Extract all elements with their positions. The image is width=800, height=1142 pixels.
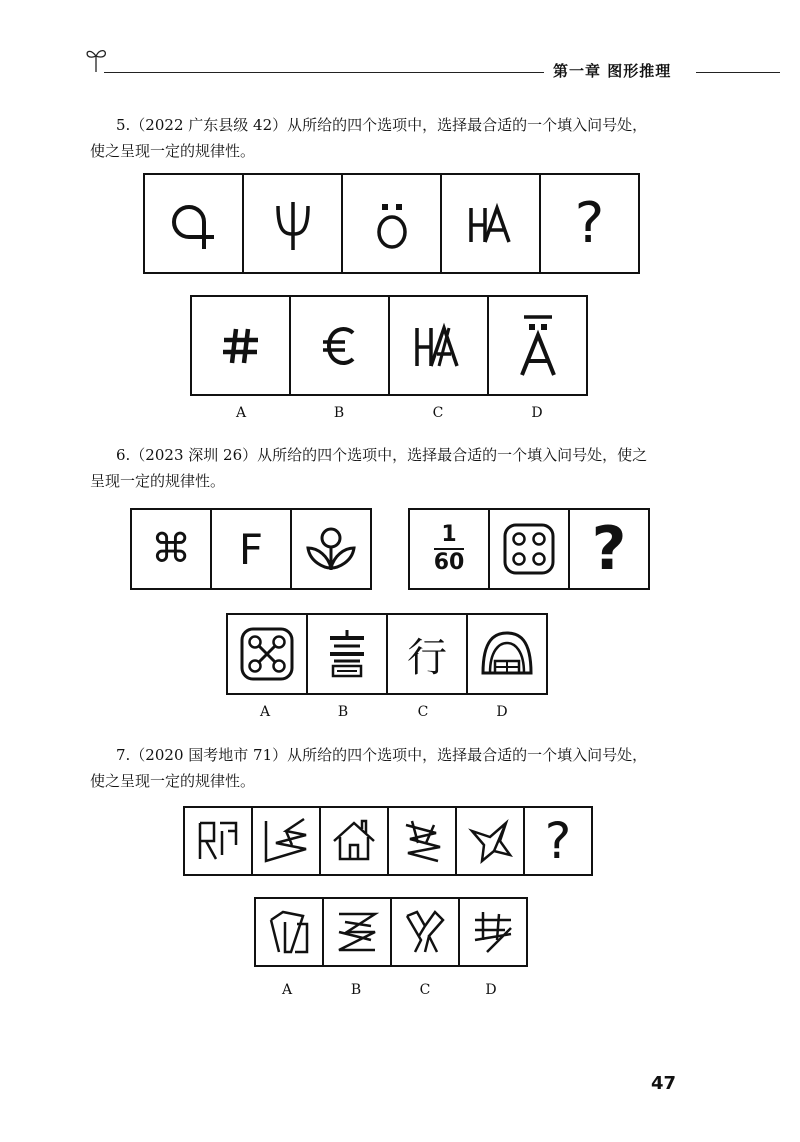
q5-stem-row — [143, 173, 640, 274]
ha-slash-icon — [409, 316, 469, 376]
q5-option-a[interactable] — [190, 295, 291, 396]
q6-label-b: B — [337, 704, 349, 720]
q7-stem-5 — [455, 806, 525, 876]
q5-stem-question — [539, 173, 640, 274]
q7-option-a[interactable] — [254, 897, 324, 967]
q5-label-a: A — [235, 405, 247, 421]
hang-character: 行 — [407, 634, 447, 681]
flower-icon — [300, 524, 362, 574]
line-figure-icon — [331, 906, 383, 958]
zigzag-icon — [396, 815, 448, 867]
q6-stem-5 — [488, 508, 570, 590]
q7-stem-row — [183, 806, 593, 876]
q7-option-d[interactable] — [458, 897, 528, 967]
q6-stem-question — [568, 508, 650, 590]
q7-stem-3 — [319, 806, 389, 876]
q5-label-d: D — [531, 405, 543, 421]
chapter-title: 第一章 图形推理 — [553, 62, 672, 80]
q6-label-d: D — [496, 704, 508, 720]
line-figure-icon — [467, 906, 519, 958]
star-polygon-icon — [464, 815, 516, 867]
ha-glyph-icon — [461, 194, 521, 254]
q5-label-b: B — [333, 405, 345, 421]
q6-label-c: C — [417, 704, 429, 720]
q5-option-c[interactable] — [388, 295, 489, 396]
q6-text-line2: 呈现一定的规律性。 — [90, 472, 226, 490]
q5-options-row — [190, 295, 588, 396]
q5-stem-3 — [341, 173, 442, 274]
q6-option-a[interactable] — [226, 613, 308, 695]
q7-stem-2 — [251, 806, 321, 876]
o-umlaut-icon — [362, 194, 422, 254]
q6-stem-group1 — [130, 508, 372, 590]
header-rule-right — [696, 72, 780, 73]
q7-stem-1 — [183, 806, 253, 876]
stacked-bars-icon — [324, 628, 370, 680]
q5-option-b[interactable] — [289, 295, 390, 396]
q7-option-c[interactable] — [390, 897, 460, 967]
q6-stem-3 — [290, 508, 372, 590]
question-mark: ? — [544, 812, 572, 870]
q7-stem-question — [523, 806, 593, 876]
q7-text-line2: 使之呈现一定的规律性。 — [90, 772, 256, 790]
q-loop-icon — [164, 194, 224, 254]
q5-stem-1 — [143, 173, 244, 274]
q7-option-b[interactable] — [322, 897, 392, 967]
sprout-icon — [84, 44, 108, 74]
f-letter: F — [238, 524, 264, 574]
q5-option-d[interactable] — [487, 295, 588, 396]
q7-options-row — [254, 897, 528, 967]
q6-option-c[interactable] — [386, 613, 468, 695]
fraction-numerator: 1 — [441, 522, 457, 547]
line-figure-icon — [192, 815, 244, 867]
q6-text-line1: 6.（2023 深圳 26）从所给的四个选项中，选择最合适的一个填入问号处，使之 — [116, 446, 648, 464]
q5-stem-4 — [440, 173, 541, 274]
header-rule-left — [104, 72, 544, 73]
euro-icon — [315, 321, 365, 371]
q6-stem-group2 — [408, 508, 650, 590]
q5-text-line2: 使之呈现一定的规律性。 — [90, 142, 256, 160]
q5-stem-2 — [242, 173, 343, 274]
dice-four-icon — [501, 521, 557, 577]
line-figure-icon — [263, 906, 315, 958]
q6-stem-4 — [408, 508, 490, 590]
q6-option-b[interactable] — [306, 613, 388, 695]
command-icon: ⌘ — [151, 526, 191, 572]
q6-stem-1 — [130, 508, 212, 590]
hash-icon — [216, 321, 266, 371]
dome-icon — [477, 629, 537, 679]
q7-stem-4 — [387, 806, 457, 876]
page-number: 47 — [651, 1073, 677, 1094]
q6-option-d[interactable] — [466, 613, 548, 695]
line-figure-icon — [399, 906, 451, 958]
q6-stem-2 — [210, 508, 292, 590]
q7-text-line1: 7.（2020 国考地市 71）从所给的四个选项中，选择最合适的一个填入问号处， — [116, 746, 648, 764]
q5-text-line1: 5.（2022 广东县级 42）从所给的四个选项中，选择最合适的一个填入问号处， — [116, 116, 648, 134]
a-umlaut-macron-icon — [508, 311, 568, 381]
q7-label-a: A — [281, 982, 293, 998]
question-mark: ? — [591, 514, 627, 584]
q6-options-row — [226, 613, 548, 695]
psi-icon — [263, 194, 323, 254]
q6-label-a: A — [259, 704, 271, 720]
q7-label-d: D — [485, 982, 497, 998]
fraction-denominator: 60 — [433, 550, 465, 575]
q7-label-c: C — [419, 982, 431, 998]
crossed-dice-icon — [238, 625, 296, 683]
q7-label-b: B — [350, 982, 362, 998]
house-icon — [328, 815, 380, 867]
q5-label-c: C — [432, 405, 444, 421]
question-mark: ? — [574, 191, 605, 256]
line-figure-icon — [260, 815, 312, 867]
